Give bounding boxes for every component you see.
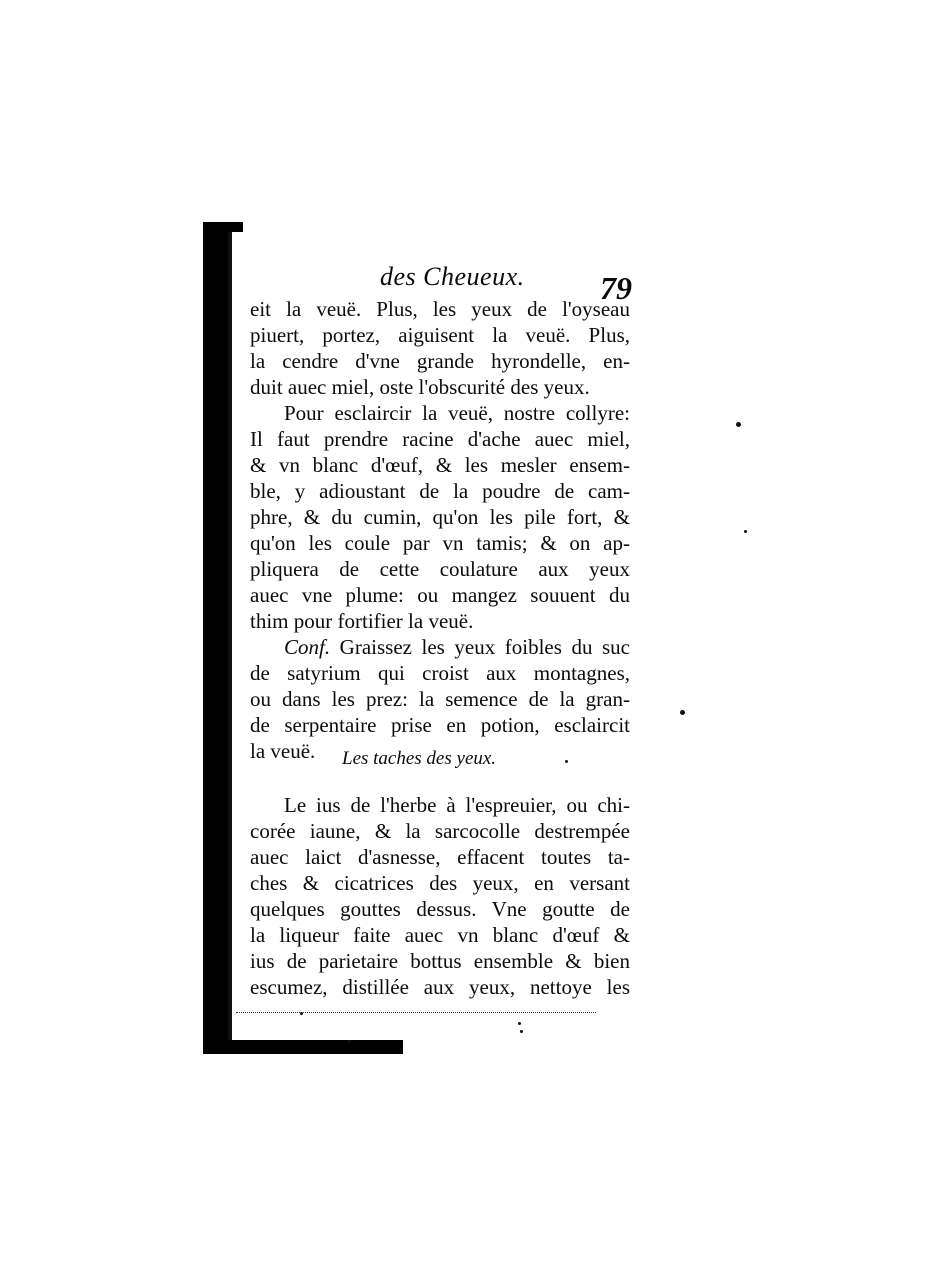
text-line-rest: Graissez les yeux foibles du suc <box>339 635 630 659</box>
text-line: Le ius de l'herbe à l'espreuier, ou chi- <box>284 793 630 817</box>
paragraph-4 <box>250 792 630 1000</box>
scan-speck <box>680 710 685 715</box>
text-line: eit la veuë. Plus, les yeux de l'oyseau <box>250 297 630 321</box>
text-line: la cendre d'vne grande hyrondelle, en- <box>250 349 630 373</box>
paragraph-1 <box>250 296 630 400</box>
text-line: Pour esclaircir la veuë, nostre collyre: <box>284 401 630 425</box>
text-line: ches & cicatrices des yeux, en versant <box>250 871 630 895</box>
page-number: 79 <box>600 270 632 306</box>
text-line: auec vne plume: ou mangez souuent du <box>250 583 630 607</box>
paragraph-2 <box>250 400 630 634</box>
text-line: la liqueur faite auec vn blanc d'œuf & <box>250 923 630 947</box>
text-line: corée iaune, & la sarcocolle destrempée <box>250 819 630 843</box>
section-heading: Les taches des yeux. <box>342 748 497 769</box>
text-line: thim pour fortifier la veuë. <box>250 609 474 633</box>
scan-speck <box>744 530 747 533</box>
text-line: ble, y adioustant de la poudre de cam- <box>250 479 630 503</box>
paragraph-label: Conf. <box>284 635 331 659</box>
text-line: ius de parietaire bottus ensemble & bien <box>250 949 630 973</box>
scan-speck <box>348 1040 351 1043</box>
text-line: de serpentaire prise en potion, esclaircit <box>250 713 630 737</box>
text-line: de satyrium qui croist aux montagnes, <box>250 661 630 685</box>
binding-top-edge <box>203 222 243 232</box>
text-line: la veuë. <box>250 739 316 763</box>
scan-speck <box>736 422 741 427</box>
scan-speck <box>300 1012 303 1015</box>
text-line: qu'on les coule par vn tamis; & on ap- <box>250 531 630 555</box>
scan-noise-line <box>236 1012 596 1015</box>
text-line: pliquera de cette coulature aux yeux <box>250 557 630 581</box>
binding-inner-edge <box>228 232 232 1042</box>
paragraph-3 <box>250 634 630 764</box>
text-line: Il faut prendre racine d'ache auec miel, <box>250 427 630 451</box>
text-line: piuert, portez, aiguisent la veuë. Plus, <box>250 323 630 347</box>
running-title: des Cheueux. <box>380 262 525 291</box>
text-line: & vn blanc d'œuf, & les mesler ensem- <box>250 453 630 477</box>
text-line <box>250 634 630 660</box>
text-line: auec laict d'asnesse, effacent toutes ta- <box>250 845 630 869</box>
text-line: escumez, distillée aux yeux, nettoye les <box>250 975 630 999</box>
text-line: quelques gouttes dessus. Vne goutte de <box>250 897 630 921</box>
scan-speck <box>520 1030 523 1033</box>
text-line: ou dans les prez: la semence de la gran- <box>250 687 630 711</box>
scan-speck <box>565 760 568 763</box>
scan-speck <box>518 1022 521 1025</box>
binding-bottom-edge <box>203 1040 403 1054</box>
text-line: duit auec miel, oste l'obscurité des yeux. <box>250 375 590 399</box>
page-binding-edge <box>203 222 231 1052</box>
text-line: phre, & du cumin, qu'on les pile fort, & <box>250 505 630 529</box>
